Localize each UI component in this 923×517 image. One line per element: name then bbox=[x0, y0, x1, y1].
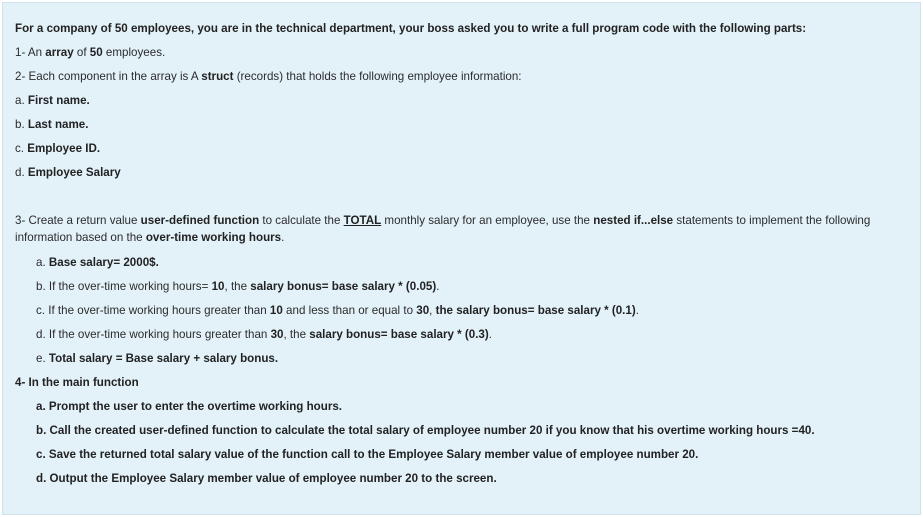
field-label: First name. bbox=[27, 94, 90, 107]
rule-b-pre: b. If the over-time working hours= bbox=[36, 280, 212, 293]
step-text: Call the created user-defined function to calculate the total salary of employee number 20 if you know that his overtime working hours =40. bbox=[49, 424, 815, 437]
part3-pre: 3- Create a return value bbox=[15, 214, 141, 227]
part1-count: 50 bbox=[89, 46, 103, 59]
step-text: Output the Employee Salary member value of employee number 20 to the screen. bbox=[49, 472, 497, 485]
rule-d-hours: 30 bbox=[270, 328, 284, 341]
part3-paragraph bbox=[15, 212, 905, 246]
step-text: Prompt the user to enter the overtime working hours. bbox=[48, 400, 343, 413]
rule-prefix: a. bbox=[36, 256, 49, 269]
part1-array: array bbox=[45, 46, 74, 59]
rule-c-pre: c. If the over-time working hours greater than bbox=[36, 304, 270, 317]
rule-a bbox=[36, 254, 159, 271]
part4-title-text: 4- In the main function bbox=[15, 376, 139, 389]
intro-text: For a company of 50 employees, you are in the technical department, your boss asked you to write a full program code with the following parts: bbox=[15, 22, 807, 35]
part3-mid3: statements to implement the following information based on the bbox=[15, 214, 871, 244]
rule-d-pre: d. If the over-time working hours greater than bbox=[36, 328, 271, 341]
rule-b-hours: 10 bbox=[211, 280, 225, 293]
part3-nested-if: nested if...else bbox=[593, 214, 674, 227]
rule-prefix: e. bbox=[36, 352, 49, 365]
rule-c bbox=[36, 302, 639, 319]
part3-overtime: over-time working hours bbox=[145, 231, 282, 244]
part3-udf: user-defined function bbox=[140, 214, 260, 227]
field-label: Employee ID. bbox=[27, 142, 101, 155]
part3-mid2: monthly salary for an employee, use the bbox=[381, 214, 594, 227]
rule-d-bonus: salary bonus= base salary * (0.3) bbox=[309, 328, 489, 341]
part2-pre: 2- Each component in the array is A bbox=[15, 70, 202, 83]
field-prefix: b. bbox=[15, 118, 28, 131]
rule-b-mid: , the bbox=[224, 280, 251, 293]
step-c bbox=[36, 446, 698, 463]
step-b bbox=[36, 422, 815, 439]
rule-b bbox=[36, 278, 439, 295]
intro-line bbox=[15, 20, 806, 37]
rule-c-bonus: the salary bonus= base salary * (0.1) bbox=[435, 304, 636, 317]
step-prefix: b. bbox=[36, 424, 50, 437]
part2-struct: struct bbox=[201, 70, 234, 83]
step-text: Save the returned total salary value of the function call to the Employee Salary member value of employee number 20. bbox=[48, 448, 699, 461]
rule-c-mid2: , bbox=[429, 304, 436, 317]
part1-post: employees. bbox=[102, 46, 166, 59]
part3-mid1: to calculate the bbox=[259, 214, 344, 227]
step-prefix: a. bbox=[36, 400, 49, 413]
part4-title bbox=[15, 374, 139, 391]
part1-line bbox=[15, 44, 165, 61]
field-employee-id bbox=[15, 140, 100, 157]
step-d bbox=[36, 470, 497, 487]
rule-total-salary: Total salary = Base salary + salary bonus. bbox=[48, 352, 279, 365]
part1-mid: of bbox=[73, 46, 90, 59]
step-a bbox=[36, 398, 342, 415]
step-prefix: c. bbox=[36, 448, 49, 461]
part3-total: TOTAL bbox=[343, 214, 382, 227]
field-employee-salary bbox=[15, 164, 121, 181]
rule-b-bonus: salary bonus= base salary * (0.05) bbox=[250, 280, 437, 293]
rule-e bbox=[36, 350, 278, 367]
part3-post: . bbox=[281, 231, 285, 244]
rule-b-post: . bbox=[436, 280, 440, 293]
part1-pre: 1- An bbox=[15, 46, 46, 59]
question-panel bbox=[2, 2, 921, 515]
rule-d bbox=[36, 326, 492, 343]
part2-line bbox=[15, 68, 522, 85]
part2-post: (records) that holds the following employee information: bbox=[233, 70, 522, 83]
field-prefix: c. bbox=[15, 142, 28, 155]
rule-c-mid1: and less than or equal to bbox=[282, 304, 417, 317]
rule-c-high: 30 bbox=[416, 304, 430, 317]
field-label: Employee Salary bbox=[27, 166, 121, 179]
field-prefix: d. bbox=[15, 166, 28, 179]
rule-c-post: . bbox=[635, 304, 639, 317]
rule-base-salary: Base salary= 2000$. bbox=[48, 256, 159, 269]
rule-d-mid: , the bbox=[283, 328, 310, 341]
field-first-name bbox=[15, 92, 90, 109]
field-last-name bbox=[15, 116, 88, 133]
rule-d-post: . bbox=[488, 328, 492, 341]
field-label: Last name. bbox=[27, 118, 89, 131]
rule-c-low: 10 bbox=[269, 304, 283, 317]
field-prefix: a. bbox=[15, 94, 28, 107]
step-prefix: d. bbox=[36, 472, 50, 485]
